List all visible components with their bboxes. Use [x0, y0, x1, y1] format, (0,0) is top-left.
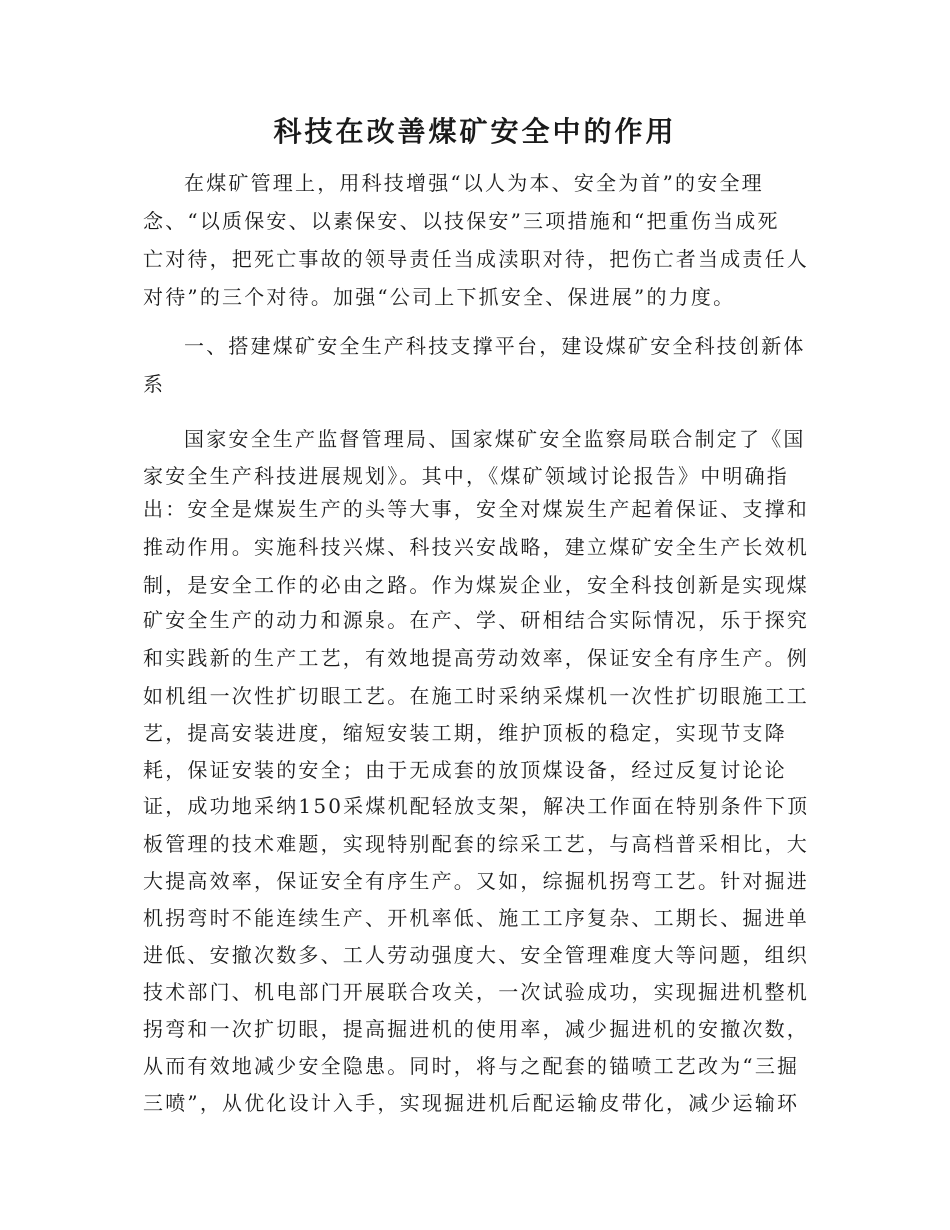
paragraph-line: 如机组一次性扩切眼工艺。在施工时采纳采煤机一次性扩切眼施工工: [143, 684, 809, 708]
paragraph-line: 念、“以质保安、以素保安、以技保安”三项措施和“把重伤当成死: [143, 209, 780, 233]
paragraph-line: 出：安全是煤炭生产的头等大事，安全对煤炭生产起着保证、支撑和: [143, 497, 809, 521]
section-heading-line: 系: [143, 372, 166, 396]
paragraph-line: 从而有效地减少安全隐患。同时，将与之配套的锚喷工艺改为“三掘: [143, 1054, 800, 1078]
section-heading-line: 一、搭建煤矿安全生产科技支撑平台，建设煤矿安全科技创新体: [184, 334, 806, 358]
paragraph-line: 矿安全生产的动力和源泉。在产、学、研相结合实际情况，乐于探究: [143, 608, 809, 632]
paragraph-line: 在煤矿管理上，用科技增强“以人为本、安全为首”的安全理: [184, 171, 764, 195]
paragraph-line: 拐弯和一次扩切眼，提高掘进机的使用率，减少掘进机的安撤次数，: [143, 1017, 809, 1041]
paragraph-line: 国家安全生产监督管理局、国家煤矿安全监察局联合制定了《国: [184, 427, 806, 451]
paragraph-line: 三喷”，从优化设计入手，实现掘进机后配运输皮带化，减少运输环: [143, 1091, 800, 1115]
paragraph-line: 耗，保证安装的安全；由于无成套的放顶煤设备，经过反复讨论论: [143, 758, 787, 782]
paragraph-line: 艺，提高安装进度，缩短安装工期，维护顶板的稳定，实现节支降: [143, 721, 787, 745]
paragraph-line: 家安全生产科技进展规划》。其中，《煤矿领域讨论报告》中明确指: [143, 464, 789, 488]
paragraph-line: 推动作用。实施科技兴煤、科技兴安战略，建立煤矿安全生产长效机: [143, 535, 809, 559]
paragraph-line: 机拐弯时不能连续生产、开机率低、施工工序复杂、工期长、掘进单: [143, 906, 809, 930]
paragraph-line: 板管理的技术难题，实现特别配套的综采工艺，与高档普采相比，大: [143, 832, 809, 856]
page-title: 科技在改善煤矿安全中的作用: [273, 115, 677, 148]
paragraph-line: 大提高效率，保证安全有序生产。又如，综掘机拐弯工艺。针对掘进: [143, 869, 809, 893]
paragraph-line: 技术部门、机电部门开展联合攻关，一次试验成功，实现掘进机整机: [143, 980, 809, 1004]
paragraph-line: 和实践新的生产工艺，有效地提高劳动效率，保证安全有序生产。例: [143, 646, 809, 670]
paragraph-line: 进低、安撤次数多、工人劳动强度大、安全管理难度大等问题，组织: [143, 943, 809, 967]
paragraph-line: 对待”的三个对待。加强“公司上下抓安全、保进展”的力度。: [143, 285, 736, 309]
paragraph-line: 证，成功地采纳150采煤机配轻放支架，解决工作面在特别条件下顶: [143, 794, 810, 818]
paragraph-line: 亡对待，把死亡事故的领导责任当成渎职对待，把伤亡者当成责任人: [143, 247, 809, 271]
paragraph-line: 制，是安全工作的必由之路。作为煤炭企业，安全科技创新是实现煤: [143, 573, 809, 597]
